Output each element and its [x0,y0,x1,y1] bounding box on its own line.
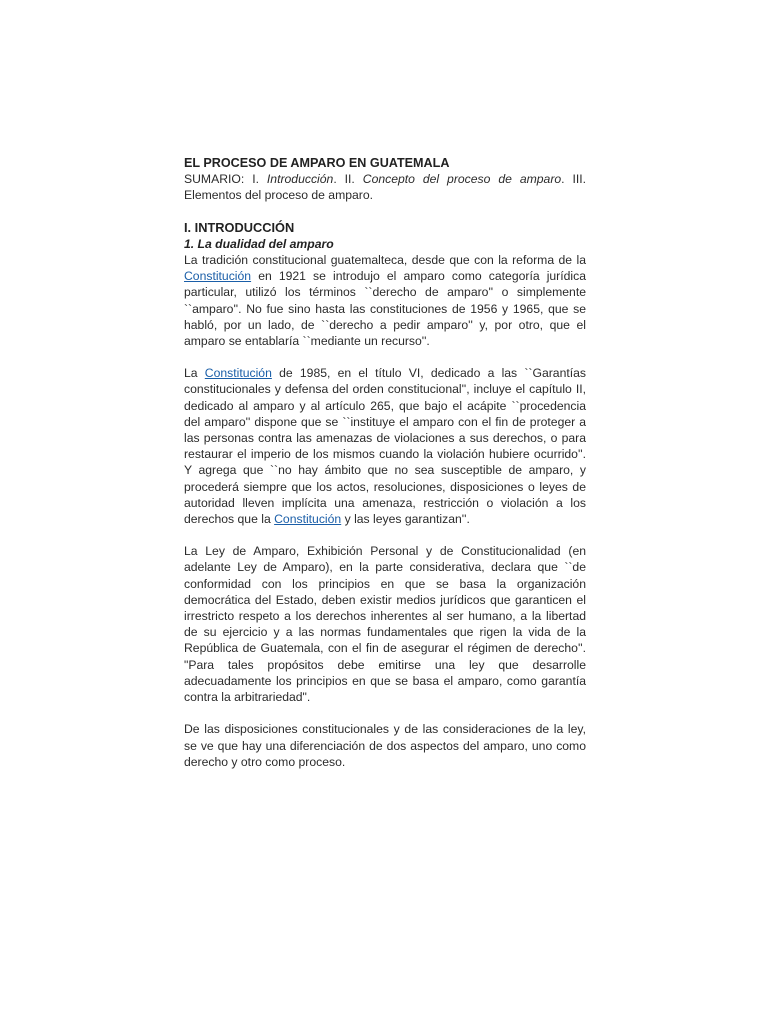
summary-item2: Concepto del proceso de amparo [362,172,562,187]
section-heading: I. INTRODUCCIÓN [184,219,295,235]
paragraph-2 [184,365,586,527]
constitucion-link[interactable]: Constitución [184,269,252,284]
paragraph-2-text-c: y las leyes garantizan''. [344,512,470,527]
document-title: EL PROCESO DE AMPARO EN GUATEMALA [184,156,450,170]
summary-item3-num: III. [572,172,587,187]
paragraph-2-text-b: de 1985, en el título VI, dedicado a las ``Garantías constitucionales y defensa del orden constitucional'', incluye el capítulo II, dedicado al amparo y al artículo 265, que bajo el acápite ``procedencia del amparo'' dispone que se ``instituye el amparo con el fin de proteger a las personas contra las amenazas de violaciones a sus derechos, o para restaurar el imperio de los mismos cuando la violación hubiere ocurrido''. Y agrega que ``no hay ámbito que no sea susceptible de amparo, y procederá siempre que los actos, resoluciones, disposiciones o leyes de autoridad lleven implícita una amenaza, restricción o violación a los derechos que la [184,366,587,527]
summary-item3: Elementos del proceso de amparo. [184,188,374,203]
paragraph-2-text-a: La [184,366,198,381]
summary-label: SUMARIO: [184,172,245,187]
summary-item1-num: I. [252,172,259,187]
paragraph-3: La Ley de Amparo, Exhibición Personal y de Constitucionalidad (en adelante Ley de Amparo), en la parte considerativa, declara que ``de conformidad con los principios en que se basa la organización democrática del Estado, deben existir medios jurídicos que garanticen el irrestricto respeto a los derechos inherentes al ser humano, a la libertad de su ejercicio y a las normas fundamentales que rigen la vida de la República de Guatemala, con el fin de asegurar el régimen de derecho''. "Para tales propósitos debe emitirse una ley que desarrolle adecuadamente los principios en que se basa el amparo, como garantía contra la arbitrariedad". [184,544,586,705]
constitucion-link[interactable]: Constitución [274,512,342,527]
summary: SUMARIO: I. Introducción. II. Concepto del proceso de amparo. III. Elementos del proceso de amparo. [184,172,587,203]
subsection-heading: 1. La dualidad del amparo [184,236,334,251]
paragraph-1-text-a: La tradición constitucional guatemalteca, desde que con la reforma de la [184,253,586,268]
paragraph-4: De las disposiciones constitucionales y de las consideraciones de la ley, se ve que hay una diferenciación de dos aspectos del amparo, uno como derecho y otro como proceso. [184,722,586,769]
paragraph-1-text-b: en 1921 se introdujo el amparo como categoría jurídica particular, utilizó los términos ``derecho de amparo'' o simplemente ``amparo''. No fue sino hasta las constituciones de 1956 y 1965, que se habló, por un lado, de ``derecho a pedir amparo'' y, por otro, que el amparo se entablaría ``mediante un recurso''. [184,269,586,349]
paragraph-1 [184,252,586,349]
summary-item1: Introducción [266,172,334,187]
summary-item2-num: II. [344,172,355,187]
document-body [184,155,586,786]
constitucion-link[interactable]: Constitución [204,366,272,381]
